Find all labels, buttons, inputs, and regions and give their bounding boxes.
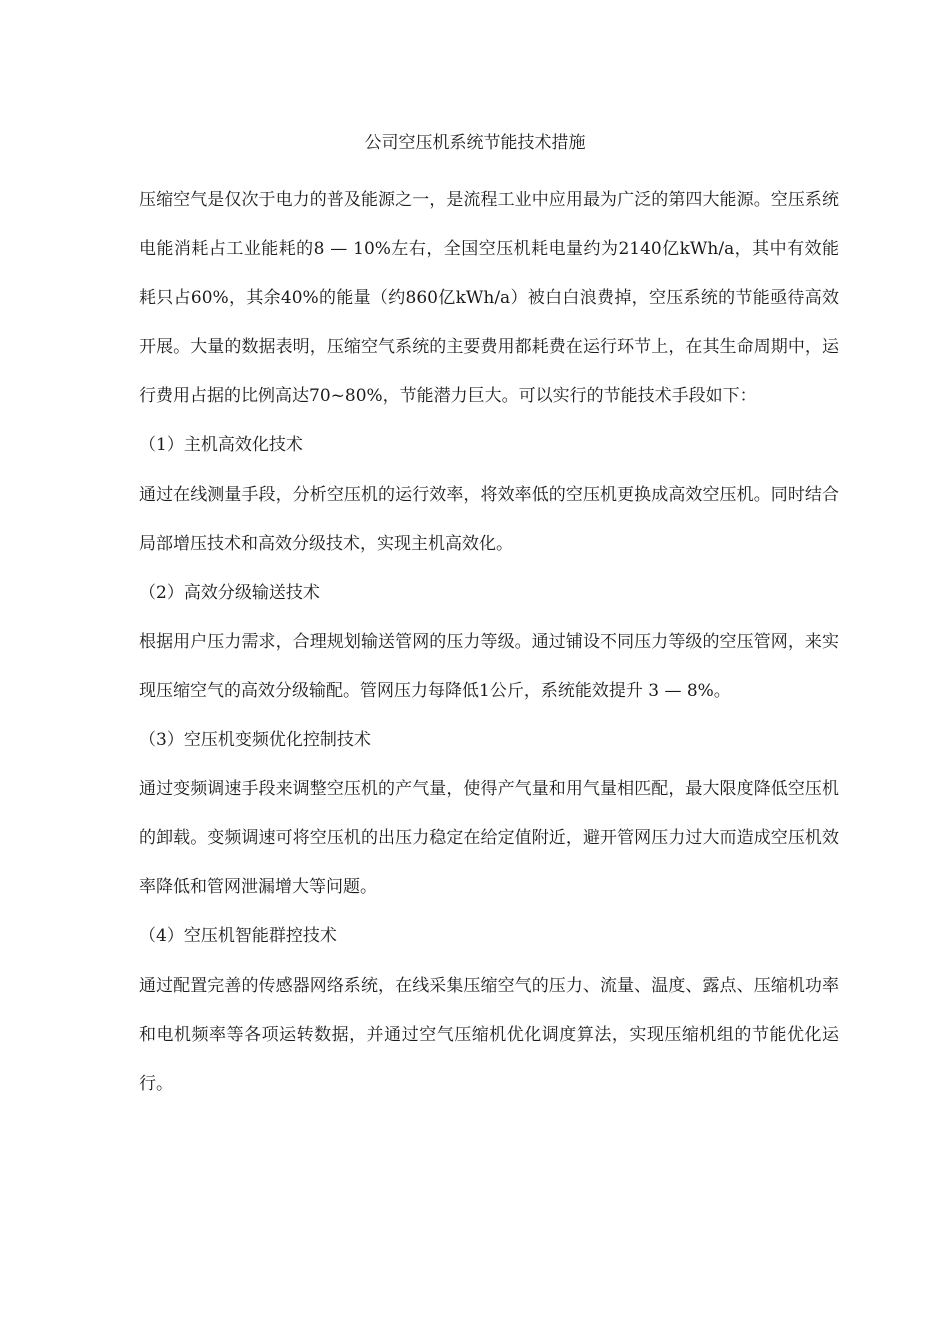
intro-paragraph: 压缩空气是仅次于电力的普及能源之一，是流程工业中应用最为广泛的第四大能源。空压系统电能消耗占工业能耗的8 — 10%左右，全国空压机耗电量约为2140亿kWh/a，其中有效能耗只占60%，其余40%的能量（约860亿kWh/a）被白白浪费掉，空压系统的节能亟待高效开展。大量的数据表明，压缩空气系统的主要费用都耗费在运行环节上，在其生命周期中，运行费用占据的比例高达70~80%，节能潜力巨大。可以实行的节能技术手段如下： [139,190,839,407]
section-4 [139,912,839,1108]
document-title: 公司空压机系统节能技术措施 [364,133,586,153]
section-body: 通过配置完善的传感器网络系统，在线采集压缩空气的压力、流量、温度、露点、压缩机功率和电机频率等各项运转数据，并通过空气压缩机优化调度算法，实现压缩机组的节能优化运行。 [139,975,839,1094]
section-body: 根据用户压力需求，合理规划输送管网的压力等级。通过铺设不同压力等级的空压管网，来实现压缩空气的高效分级输配。管网压力每降低1公斤，系统能效提升 3 — 8%。 [139,631,839,701]
section-heading: （4）空压机智能群控技术 [139,926,337,947]
section-body: 通过在线测量手段，分析空压机的运行效率，将效率低的空压机更换成高效空压机。同时结合局部增压技术和高效分级技术，实现主机高效化。 [139,484,839,554]
section-1 [139,421,839,568]
section-heading: （2）高效分级输送技术 [139,582,320,603]
section-2 [139,569,839,716]
section-3 [139,716,839,912]
section-body: 通过变频调速手段来调整空压机的产气量，使得产气量和用气量相匹配，最大限度降低空压机的卸载。变频调速可将空压机的出压力稳定在给定值附近，避开管网压力过大而造成空压机效率降低和管网泄漏增大等问题。 [139,779,839,898]
document-body [139,176,839,1109]
section-heading: （3）空压机变频优化控制技术 [139,730,371,751]
section-heading: （1）主机高效化技术 [139,435,303,456]
